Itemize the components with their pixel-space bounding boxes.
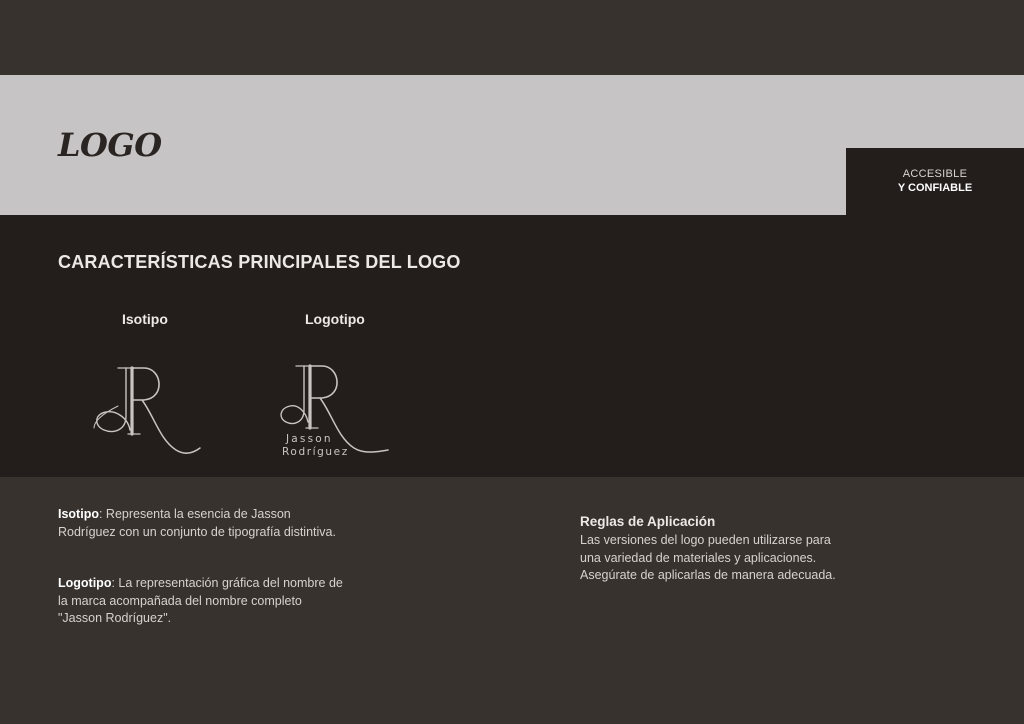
logotipo-mark [276,358,398,462]
tagline-line-2: Y CONFIABLE [897,182,973,194]
logotipo-label: Logotipo [305,311,365,327]
isotipo-term: Isotipo [58,507,99,521]
logotipo-description [58,575,348,628]
rules-text: Las versiones del logo pueden utilizarse para una variedad de materiales y aplicaciones. Asegúrate de aplicarlas de manera adecuada. [580,533,836,582]
isotipo-description [58,506,348,541]
logotipo-term: Logotipo [58,576,112,590]
logotipo-text: : La representación gráfica del nombre de la marca acompañada del nombre completo "Jasson Rodríguez". [58,576,343,625]
logotipo-name-line-1: Jasson [286,433,333,445]
isotipo-mark [88,358,208,462]
isotipo-label: Isotipo [122,311,168,327]
tagline-line-1: ACCESIBLE [902,168,968,180]
isotipo-text: : Representa la esencia de Jasson Rodríguez con un conjunto de tipografía distintiva. [58,507,336,539]
top-band [0,0,1024,75]
rules-title: Reglas de Aplicación [580,514,716,529]
section-title: CARACTERÍSTICAS PRINCIPALES DEL LOGO [58,252,461,272]
page-title: LOGO [58,126,162,164]
tagline-badge [846,148,1024,215]
logotipo-name-line-2: Rodríguez [282,446,349,458]
